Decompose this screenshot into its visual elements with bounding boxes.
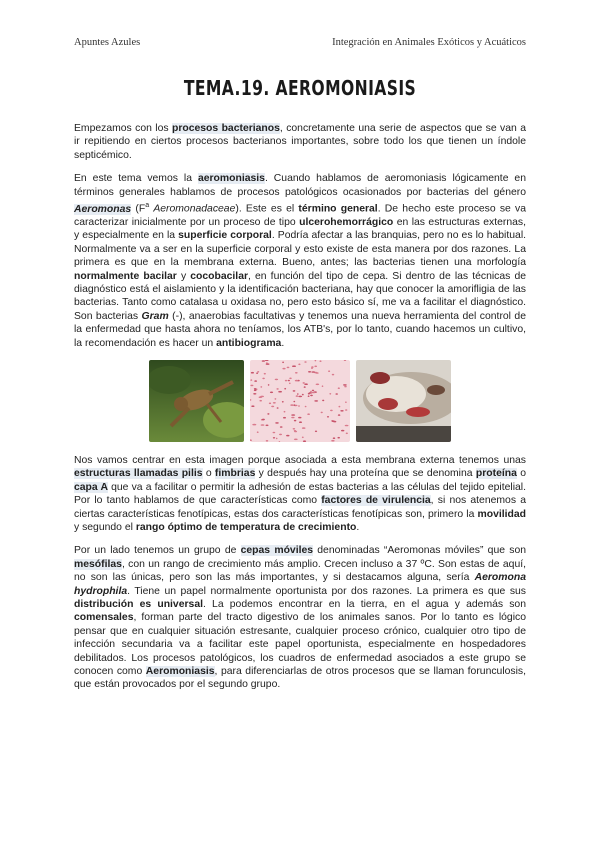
bacteria-micrograph <box>250 360 350 442</box>
figure-row <box>74 360 526 442</box>
paragraph-3: Nos vamos centrar en esta imagen porque asociada a esta membrana externa tenemos unas estructuras llamadas pilis o fimbrias y después hay una proteína que se denomina proteína o capa A que va a facilitar o permitir la adhesión de estas bacterias a las células del tejido epitelial. Por lo tanto hablamos de que características como factores de virulencia, si nos atenemos a ciertas características fenotípicas, estas dos características fenotípicas son, primero la movilidad y segundo el rango óptimo de temperatura de crecimiento. <box>74 454 526 533</box>
running-header <box>74 37 526 48</box>
header-left: Apuntes Azules <box>74 37 141 48</box>
monkey-jumping-photo <box>149 360 244 442</box>
page-title: TEMA.19. AEROMONIASIS <box>183 76 417 100</box>
document-body <box>74 122 526 702</box>
paragraph-2: En este tema vemos la aeromoniasis. Cuando hablamos de aeromoniasis lógicamente en términos generales hablamos de procesos patológicos ocasionados por bacterias del género Aeromonas ($F^a$ Aeromonadaceae). Este es el término general. De hecho este proceso se va caracterizar inicialmente por un proceso de tipo ulcerohemorrágico en las estructuras externas, y especialmente en la superficie corporal. Podría afectar a las branquias, pero no es lo habitual. Normalmente va a ser en la superficie corporal y esto existe de esta manera por dos razones. La primera es que en la membrana externa. Bueno, antes; las bacterias tienen una morfología normalmente bacilar y cocobacilar, en función del tipo de cepa. Si dentro de las técnicas de diagnóstico está el aislamiento y la identificación bacteriana, hay que conocer la amorifligia de las bacterias. Tanto como catalasa u oxidasa no, pero esto básico sí, me va a facilitar el diagnóstico. Son bacterias Gram (-), anaerobias facultativas y tenemos una nueva herramienta del control de la enfermedad que hasta ahora no teníamos, los ATB's, por lo tanto, cuando hacemos un cultivo, la recomendación es hacer un antibiograma. <box>74 173 527 349</box>
paragraph-1: Empezamos con los procesos bacterianos, concretamente una serie de aspectos que se van a ir repitiendo en ciertos procesos bacterianos importantes, sobre todo los que tienen un índole septicémico. <box>74 123 526 161</box>
fish-ulcer-photo <box>356 360 451 442</box>
header-right: Integración en Animales Exóticos y Acuáticos <box>332 37 526 48</box>
paragraph-4: Por un lado tenemos un grupo de cepas móviles denominadas “Aeromonas móviles” que son mesófilas, con un rango de crecimiento más amplio. Crecen incluso a 37 ºC. Son estas de aquí, no son las únicas, pero son las más importantes, y si destacamos alguna, sería Aeromona hydrophila. Tiene un papel normalmente oportunista por dos razones. La primera es que sus distribución es universal. La podemos encontrar en la tierra, en el agua y además son comensales, forman parte del tracto digestivo de los animales sanos. Por lo tanto es lógico pensar que en cualquier situación estresante, cualquier proceso crónico, cualquier otro tipo de infección secundaria va a facilitar este papel oportunista, especialmente en hospedadores debilitados. Los procesos patológicos, los cuadros de enfermedad asociados a este grupo se conocen como Aeromoniasis, para diferenciarlas de otros procesos que se llaman forunculosis, que están provocados por el segundo grupo. <box>74 545 527 691</box>
